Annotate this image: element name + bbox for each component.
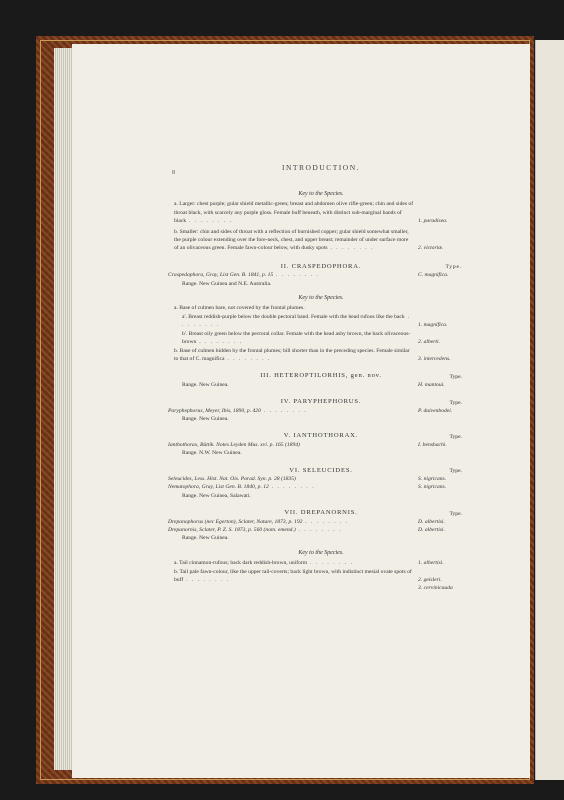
reference: Drepanophorus (nec Egerton), Sclater, Nature, 1873, p. 192 . . . Type. D. albertisi. (168, 518, 474, 526)
page-number: 8 (172, 170, 175, 176)
key-entry: a. Tail cinnamon-rufous; back dark reddish-brown, uniform . . . 1. albertisi. (168, 559, 474, 567)
range: Range. New Guinea and N.E. Australia. (182, 280, 272, 287)
key-entry: b. Tail pale fawn-colour, like the upper tail-coverts; back light brown, with indistinct mesial ovate spots of buff . . . 2. geisleri. (168, 568, 474, 585)
key-heading: Key to the Species. (298, 191, 344, 197)
running-title: INTRODUCTION. (281, 163, 361, 172)
section-heading: III. HETEROPTILORHIS, gen. nov. (260, 372, 382, 380)
reference: Seleucides, Less. Hist. Nat. Ois. Parad. Syn. p. 28 (1835) Type. S. nigricans. (168, 467, 462, 482)
key-entry: b. Base of culmen hidden by the frontal plumes; bill shorter than in the preceding species. Female similar to that of C. magnifica . . . 3. intercedens. (168, 347, 474, 364)
reference: Craspedophora, Gray, List Gen. B. 1841, p. 15 . . . C. magnifica. (168, 271, 474, 279)
key-entry: b. Smaller: chin and sides of throat with a reflection of burnished copper; gular shield somewhat smaller, the purple colour extending over the fore-neck, chest, and upper breast; remainder of under surface more of an olivaceous green. Female fawn-colour below, with dusky spots . . . 2. victoriæ. (168, 228, 474, 253)
facing-page (535, 40, 564, 780)
section-heading: IV. PARYPHEPHORUS. (280, 398, 362, 406)
reference: Paryphephorus, Meyer, Ibis, 1890, p. 420 . . . Type. P. duivenbodei. (168, 407, 474, 415)
section-heading: VII. DREPANORNIS. (284, 509, 358, 517)
reference: Ianthothorax, Büttik. Notes Leyden Mus. xvi. p. 165 (1894) Type. I. bensbachi. (168, 433, 462, 448)
section-heading: V. IANTHOTHORAX. (283, 432, 359, 440)
section-heading: II. CRASPEDOPHORA. Type. (280, 262, 462, 270)
key-entry: a'. Breast reddish-purple below the double pectoral band. Female with the head rufous like the back . . . 1. magnifica. (168, 313, 474, 330)
key-entry: a. Larger: chest purple; gular shield metallic-green; breast and abdomen olive rifle-green; chin and sides of throat black, with scarcely any purple gloss. Female buff beneath, with distinct sub-marginal bands of black . . . 1. paradisea. (168, 200, 474, 225)
page-content (168, 156, 474, 593)
range: Range. New Guinea. (182, 415, 229, 422)
key-entry: 3. cervinicauda (418, 585, 453, 592)
key-heading: Key to the Species. (298, 295, 344, 302)
reference: Drepanornis, Sclater, P. Z. S. 1873, p. 560 (nom. emend.) . . . D. albertisi. (168, 526, 474, 534)
range: Range. New Guinea. (182, 535, 229, 542)
range: Range. N.W. New Guinea. (182, 450, 242, 457)
key-entry: b'. Breast oily green below the pectoral collar. Female with the head ashy brown, the back olivaceous-brown . . . 2. alberti. (168, 330, 474, 347)
reference: Nematophora, Gray, List Gen. B. 1840, p. 12 . . . S. nigricans. (168, 483, 474, 491)
key-entry: a. Base of culmen bare, not covered by the frontal plumes. (174, 305, 305, 312)
range: Range. New Guinea. Type. H. mantoui. (182, 373, 462, 388)
key-heading: Key to the Species. (298, 549, 344, 556)
range: Range. New Guinea, Salawati. (182, 492, 251, 499)
section-heading: VI. SELEUCIDES. (289, 466, 353, 474)
